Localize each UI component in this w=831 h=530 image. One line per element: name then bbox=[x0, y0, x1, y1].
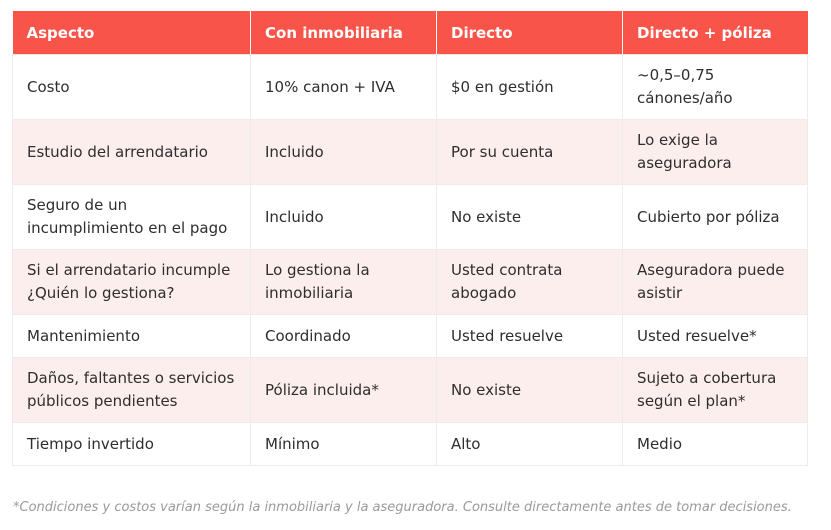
table-row bbox=[13, 120, 808, 185]
cell-directo-poliza: Usted resuelve* bbox=[623, 315, 808, 358]
cell-aspect: Mantenimiento bbox=[13, 315, 251, 358]
cell-directo-poliza: ~0,5–0,75 cánones/año bbox=[623, 55, 808, 120]
cell-directo: Por su cuenta bbox=[437, 120, 623, 185]
cell-directo-poliza: Medio bbox=[623, 423, 808, 466]
cell-directo: Alto bbox=[437, 423, 623, 466]
table-row bbox=[13, 315, 808, 358]
header-directo-poliza: Directo + póliza bbox=[623, 11, 808, 55]
table-header bbox=[13, 11, 808, 55]
cell-directo-poliza: Sujeto a cobertura según el plan* bbox=[623, 358, 808, 423]
cell-directo: No existe bbox=[437, 185, 623, 250]
cell-con-inmobiliaria: Mínimo bbox=[251, 423, 437, 466]
table-body bbox=[13, 55, 808, 466]
cell-aspect: Si el arrendatario incumple ¿Quién lo gestiona? bbox=[13, 250, 251, 315]
table-row bbox=[13, 55, 808, 120]
table-row bbox=[13, 358, 808, 423]
table-row bbox=[13, 250, 808, 315]
cell-aspect: Daños, faltantes o servicios públicos pendientes bbox=[13, 358, 251, 423]
cell-directo: Usted contrata abogado bbox=[437, 250, 623, 315]
header-aspecto: Aspecto bbox=[13, 11, 251, 55]
cell-con-inmobiliaria: Coordinado bbox=[251, 315, 437, 358]
table-row bbox=[13, 423, 808, 466]
cell-con-inmobiliaria: 10% canon + IVA bbox=[251, 55, 437, 120]
cell-directo-poliza: Lo exige la aseguradora bbox=[623, 120, 808, 185]
cell-con-inmobiliaria: Lo gestiona la inmobiliaria bbox=[251, 250, 437, 315]
header-row bbox=[13, 11, 808, 55]
disclaimer-footnote: *Condiciones y costos varían según la inmobiliaria y la aseguradora. Consulte directamente antes de tomar decisiones. bbox=[13, 500, 792, 515]
cell-aspect: Estudio del arrendatario bbox=[13, 120, 251, 185]
cell-con-inmobiliaria: Incluido bbox=[251, 185, 437, 250]
cell-directo-poliza: Cubierto por póliza bbox=[623, 185, 808, 250]
cell-con-inmobiliaria: Póliza incluida* bbox=[251, 358, 437, 423]
comparison-table bbox=[12, 11, 808, 466]
header-con-inmobiliaria: Con inmobiliaria bbox=[251, 11, 437, 55]
table-row bbox=[13, 185, 808, 250]
cell-directo: No existe bbox=[437, 358, 623, 423]
cell-con-inmobiliaria: Incluido bbox=[251, 120, 437, 185]
header-directo: Directo bbox=[437, 11, 623, 55]
cell-directo-poliza: Aseguradora puede asistir bbox=[623, 250, 808, 315]
cell-aspect: Tiempo invertido bbox=[13, 423, 251, 466]
cell-directo: $0 en gestión bbox=[437, 55, 623, 120]
cell-aspect: Seguro de un incumplimiento en el pago bbox=[13, 185, 251, 250]
comparison-table-container bbox=[12, 11, 807, 466]
cell-directo: Usted resuelve bbox=[437, 315, 623, 358]
cell-aspect: Costo bbox=[13, 55, 251, 120]
